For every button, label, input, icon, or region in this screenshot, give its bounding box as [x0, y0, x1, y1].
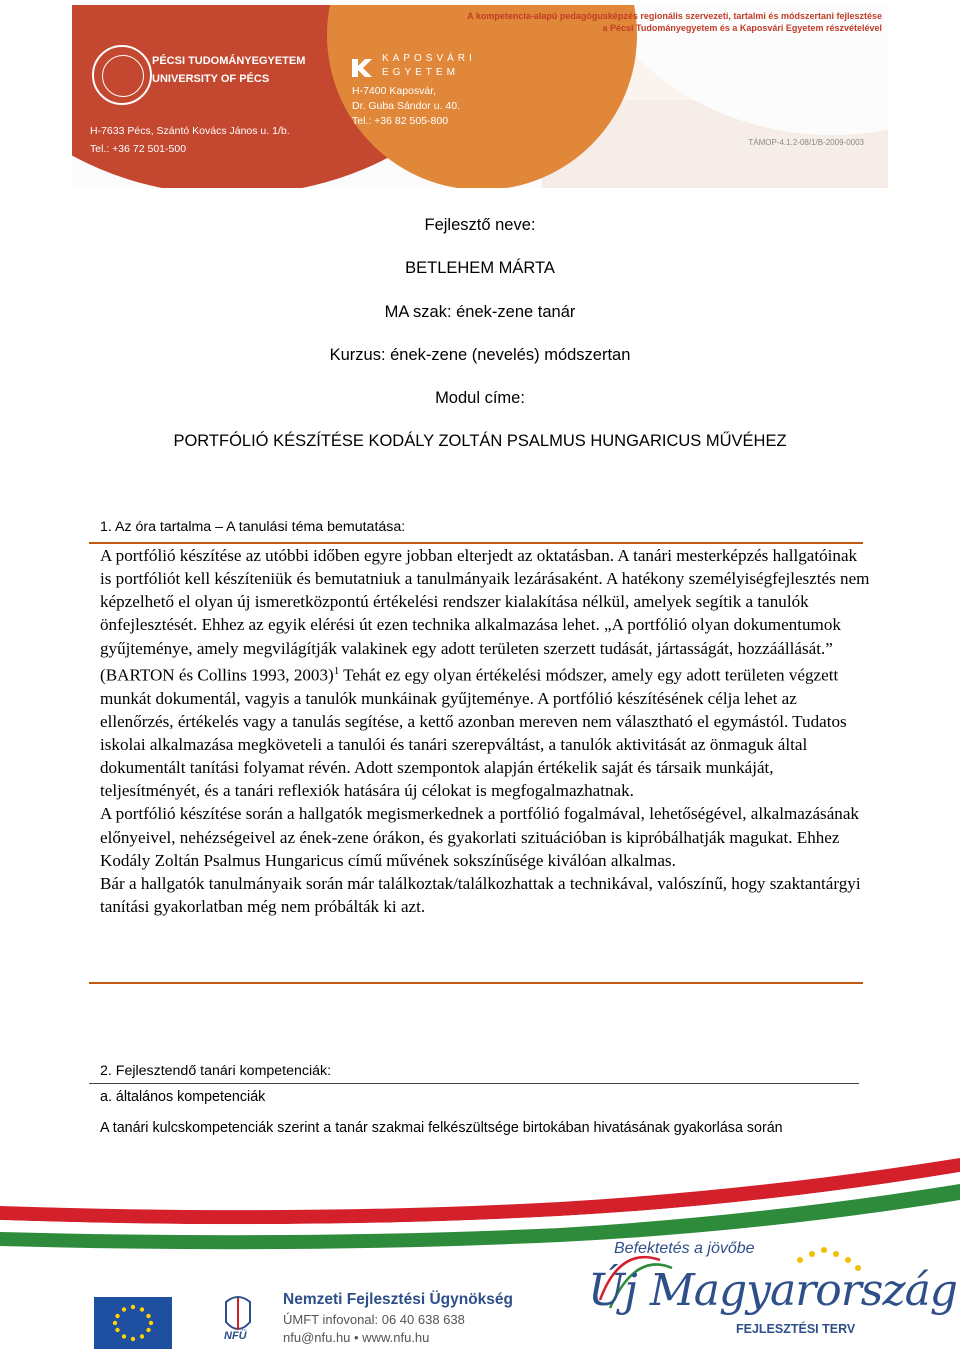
- ke-name-line1: KAPOSVÁRI: [382, 53, 476, 64]
- nfu-crest-icon: [226, 1297, 250, 1330]
- agency-web[interactable]: nfu@nfu.hu • www.nfu.hu: [283, 1330, 430, 1345]
- section-rule-bottom: [89, 982, 863, 984]
- footer-banner: [0, 1150, 960, 1366]
- section1-paragraph-3: Bár a hallgatók tanulmányaik során már találkoztak/találkozhattak a technikával, valószínű, hogy szaktantárgyi tanítási gyakorlatban még nem próbálták ki azt.: [100, 873, 861, 917]
- ke-phone: Tel.: +36 82 505-800: [352, 115, 449, 127]
- section2-text: A tanári kulcskompetenciák szerint a tanár szakmai felkészültsége birtokában hivatásának gyakorlása során: [100, 1120, 783, 1136]
- pte-address: H-7633 Pécs, Szántó Kovács János u. 1/b.: [90, 125, 290, 137]
- module-title: PORTFÓLIÓ KÉSZÍTÉSE KODÁLY ZOLTÁN PSALMUS HUNGARICUS MŰVÉHEZ: [173, 432, 787, 450]
- slogan: Befektetés a jövőbe: [614, 1240, 755, 1257]
- project-title-line2: a Pécsi Tudományegyetem és a Kaposvári Egyetem részvételével: [602, 23, 882, 33]
- ma-program: MA szak: ének-zene tanár: [384, 303, 576, 321]
- developer-name: BETLEHEM MÁRTA: [405, 259, 555, 277]
- project-code: TÁMOP-4.1.2-08/1/B-2009-0003: [748, 138, 864, 147]
- ke-name-line2: EGYETEM: [382, 67, 459, 78]
- footnote-ref[interactable]: 1: [333, 664, 340, 677]
- section2-heading: 2. Fejlesztendő tanári kompetenciák:: [100, 1063, 332, 1079]
- agency-abbr: NFÜ: [224, 1330, 247, 1342]
- section1-heading: 1. Az óra tartalma – A tanulási téma bemutatása:: [100, 519, 406, 535]
- section1-p1-text: A portfólió készítése az utóbbi időben egyre jobban elterjedt az oktatásban. A tanári mesterképzés hallgatóinak is portfóliót kell készíteniük és bemutatniuk a tanulmányaik lezárásaként. A hatékony személyiségfejlesztés nem képzelhető el olyan új ismeretközpontú értékelési rendszer kialakítása nélkül, amelyek segítik a tanulók önfejlesztését. Ehhez az egyik elérési út ezen technika alkalmazása lehet. „A portfólió olyan dokumentumok gyűjteménye, amely megvilágítják valakinek egy adott területen szerzett tudását, jártasságát, hozzáállását.” (BARTON és Collins 1993, 2003): [100, 546, 870, 685]
- section2-rule: [89, 1083, 859, 1084]
- pte-seal-logo: [92, 45, 152, 105]
- pte-name-hu: PÉCSI TUDOMÁNYEGYETEM: [152, 55, 306, 67]
- project-title-line1: A kompetencia-alapú pedagógusképzés regionális szervezeti, tartalmi és módszertani fejlesztése: [467, 11, 882, 21]
- section2-subheading: a. általános kompetenciák: [100, 1089, 266, 1105]
- developer-label: Fejlesztő neve:: [424, 216, 536, 234]
- section1-body: [100, 544, 870, 918]
- module-label: Modul címe:: [435, 389, 525, 407]
- section1-p1-continued: Tehát ez egy olyan értékelési módszer, amely egy adott területen végzett munkát dokumentál, vagyis a tanulók munkáinak gyűjteménye. A portfólió készítésének célja lehet az ellenőrzés, értékelés vagy a tanulás segítése, a kettő azonban mereven nem választható el egymástól. Tudatos iskolai alkalmazása megköveteli a tanulói és tanári szerepváltást, a tanulók aktivitását az önmaguk által dokumentált tanítási folyamat révén. Adott szempontok alapján értékelik saját és társaik munkáját, teljesítményét, és a tanári reflexiók hatására új célokat is megfogalmazhatnak.: [100, 665, 847, 801]
- agency-name: Nemzeti Fejlesztési Ügynökség: [283, 1291, 513, 1308]
- brand-logo-text: Új Magyarország: [588, 1265, 957, 1316]
- ke-address-line1: H-7400 Kaposvár,: [352, 85, 437, 97]
- section1-paragraph-1: [100, 544, 870, 802]
- brand-plan: FEJLESZTÉSI TERV: [736, 1322, 856, 1336]
- ke-address-line2: Dr. Guba Sándor u. 40.: [352, 100, 460, 112]
- section1-paragraph-2: A portfólió készítése során a hallgatók megismerkednek a portfólió fogalmával, lehetőségével, alkalmazásának előnyeivel, nehézségeivel az ének-zene órákon, és gyakorlati szituációban is kipróbálhatják magukat. Ehhez Kodály Zoltán Psalmus Hungaricus című művének sokszínűsége kiválóan alkalmas.: [100, 804, 859, 870]
- pte-name-en: UNIVERSITY OF PÉCS: [152, 73, 270, 85]
- pte-phone: Tel.: +36 72 501-500: [90, 143, 187, 155]
- course-name: Kurzus: ének-zene (nevelés) módszertan: [329, 346, 631, 364]
- agency-phone: ÚMFT infovonal: 06 40 638 638: [283, 1312, 465, 1327]
- header-banner: [72, 5, 888, 188]
- ke-logo-icon: [350, 57, 378, 79]
